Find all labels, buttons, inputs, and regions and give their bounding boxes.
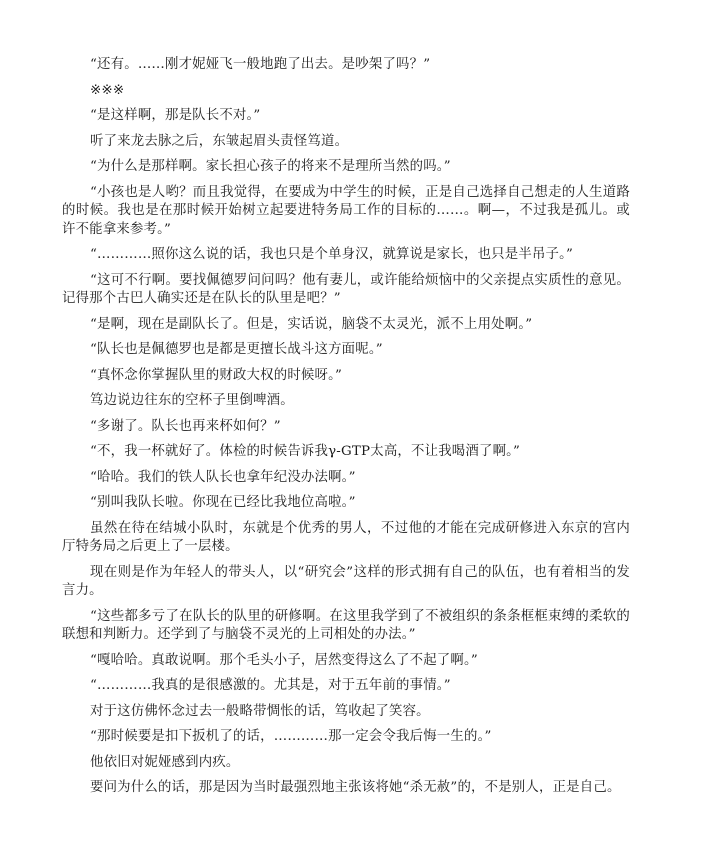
paragraph: “那时候要是扣下扳机了的话，…………那一定会令我后悔一生的。”: [90, 729, 492, 744]
paragraph: 现在则是作为年轻人的带头人，以“研究会”这样的形式拥有自己的队伍，也有着相当的发言力。: [62, 564, 630, 598]
paragraph: “…………照你这么说的话，我也只是个单身汉，就算说是家长，也只是半吊子。”: [90, 247, 574, 262]
paragraph: “多谢了。队长也再来杯如何？”: [90, 418, 281, 434]
paragraph: “还有。……刚才妮娅飞一般地跑了出去。是吵架了吗？”: [90, 57, 431, 72]
paragraph: “…………我真的是很感激的。尤其是，对于五年前的事情。”: [90, 678, 451, 693]
paragraph: “不，我一杯就好了。体检的时候告诉我γ-GTP太高，不让我喝酒了啊。”: [90, 444, 521, 459]
paragraph: 对于这仿佛怀念过去一般略带惆怅的话，笃收起了笑容。: [90, 703, 430, 719]
paragraph: “队长也是佩德罗也是都是更擅长战斗这方面呢。”: [90, 342, 383, 357]
paragraph: “为什么是那样啊。家长担心孩子的将来不是理所当然的吗。”: [90, 159, 451, 174]
paragraph: “小孩也是人哟？而且我觉得，在要成为中学生的时候，正是自己选择自己想走的人生道路的时候。我也是在那时候开始树立起要进特务局工作的目标的……。啊—，不过我是孤儿。或许不能拿来参考。”: [62, 184, 630, 237]
paragraph: “嘎哈哈。真敢说啊。那个毛头小子，居然变得这么了不起了啊。”: [90, 652, 478, 668]
paragraph: “这些都多亏了在队长的队里的研修啊。在这里我学到了不被组织的条条框框束缚的柔软的联想和判断力。还学到了与脑袋不灵光的上司相处的办法。”: [62, 608, 630, 642]
paragraph: “是啊，现在是副队长了。但是，实话说，脑袋不太灵光，派不上用处啊。”: [90, 316, 533, 332]
paragraph: 听了来龙去脉之后，东皱起眉头责怪笃道。: [90, 133, 349, 149]
document-page: [62, 56, 630, 805]
paragraph: “是这样啊，那是队长不对。”: [90, 108, 261, 123]
paragraph: 他依旧对妮娅感到内疚。: [90, 754, 240, 770]
paragraph: 要问为什么的话，那是因为当时最强烈地主张该将她“杀无赦”的，不是别人，正是自己。: [90, 780, 621, 795]
paragraph: “真怀念你掌握队里的财政大权的时候呀。”: [90, 367, 343, 383]
paragraph: “别叫我队长啦。你现在已经比我地位高啦。”: [90, 495, 356, 510]
scene-break: ※※※: [90, 82, 125, 98]
paragraph: “这可不行啊。要找佩德罗问问吗？他有妻儿，或许能给烦恼中的父亲提点实质性的意见。记得那个古巴人确实还是在队长的队里是吧？”: [62, 272, 630, 306]
paragraph: 虽然在待在结城小队时，东就是个优秀的男人，不过他的才能在完成研修进入东京的宫内厅特务局之后更上了一层楼。: [62, 520, 630, 554]
paragraph: “哈哈。我们的铁人队长也拿年纪没办法啊。”: [90, 469, 356, 485]
paragraph: 笃边说边往东的空杯子里倒啤酒。: [90, 393, 294, 408]
